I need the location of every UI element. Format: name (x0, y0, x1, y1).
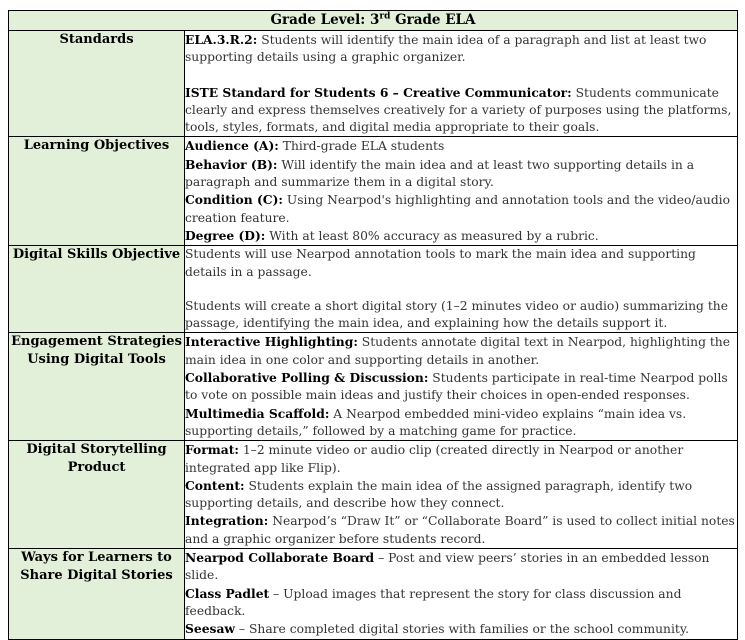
standards-content (185, 31, 738, 137)
engagement-content (185, 333, 738, 441)
objective-audience: Audience (A): Third-grade ELA students (185, 138, 445, 154)
storytelling-content (185, 441, 738, 549)
objective-degree: Degree (D): With at least 80% accuracy as measured by a rubric. (185, 227, 599, 243)
product-integration: Integration: Nearpod’s “Draw It” or “Collaborate Board” is used to collect initial notes and a graphic organizer before students record. (185, 513, 735, 546)
storytelling-label: Digital Storytelling Product (9, 441, 185, 549)
digital-skills-label: Digital Skills Objective (9, 246, 185, 333)
share-nearpod: Nearpod Collaborate Board – Post and view peers’ stories in an embedded lesson slide. (185, 550, 710, 583)
standard-ela: ELA.3.R.2: Students will identify the main idea of a paragraph and list at least two supporting details using a graphic organizer. (185, 32, 707, 65)
standards-row (9, 31, 738, 137)
share-seesaw: Seesaw – Share completed digital stories with families or the school community. (185, 621, 690, 637)
product-content: Content: Students explain the main idea of the assigned paragraph, identify two supporting details, and describe how they connect. (185, 477, 693, 511)
lesson-plan-table (8, 10, 738, 640)
storytelling-row (9, 441, 738, 549)
sharing-label: Ways for Learners to Share Digital Stories (9, 549, 185, 639)
standards-label: Standards (9, 31, 185, 137)
objective-condition: Condition (C): Using Nearpod's highlighting and annotation tools and the video/audio creation feature. (185, 192, 731, 225)
learning-objectives-row (9, 137, 738, 246)
skills-annotation: Students will use Nearpod annotation tools to mark the main idea and supporting details in a passage. (185, 247, 696, 279)
skills-digital-story: Students will create a short digital story (1–2 minutes video or audio) summarizing the passage, identifying the main idea, and explaining how the details support it. (185, 298, 728, 331)
product-format: Format: 1–2 minute video or audio clip (created directly in Nearpod or another integrated app like Flip). (185, 442, 684, 475)
objective-behavior: Behavior (B): Will identify the main idea and at least two supporting details in a paragraph and summarize them in a digital story. (185, 156, 695, 190)
strategy-multimedia: Multimedia Scaffold: A Nearpod embedded mini-video explains “main idea vs. supporting details,” followed by a matching game for practice. (185, 405, 687, 438)
digital-skills-row (9, 246, 738, 333)
learning-objectives-content (185, 137, 738, 246)
engagement-row (9, 333, 738, 441)
digital-skills-content (185, 246, 738, 333)
learning-objectives-label: Learning Objectives (9, 137, 185, 246)
grade-level-title: Grade Level: 3rd Grade ELA (9, 11, 738, 31)
sharing-content (185, 549, 738, 639)
strategy-highlighting: Interactive Highlighting: Students annotate digital text in Nearpod, highlighting the main idea in one color and supporting details in another. (185, 334, 730, 367)
title-row (9, 11, 738, 31)
standard-iste: ISTE Standard for Students 6 – Creative Communicator: Students communicate clearly and express themselves creatively for a variety of purposes using the platforms, tools, styles, formats, and digital media appropriate to their goals. (185, 84, 732, 135)
sharing-row (9, 549, 738, 639)
engagement-label: Engagement Strategies Using Digital Tools (9, 333, 185, 441)
strategy-polling: Collaborative Polling & Discussion: Students participate in real-time Nearpod polls to vote on possible main ideas and justify their choices in open-ended responses. (185, 370, 728, 403)
share-padlet: Class Padlet – Upload images that represent the story for class discussion and feedback. (185, 585, 682, 618)
